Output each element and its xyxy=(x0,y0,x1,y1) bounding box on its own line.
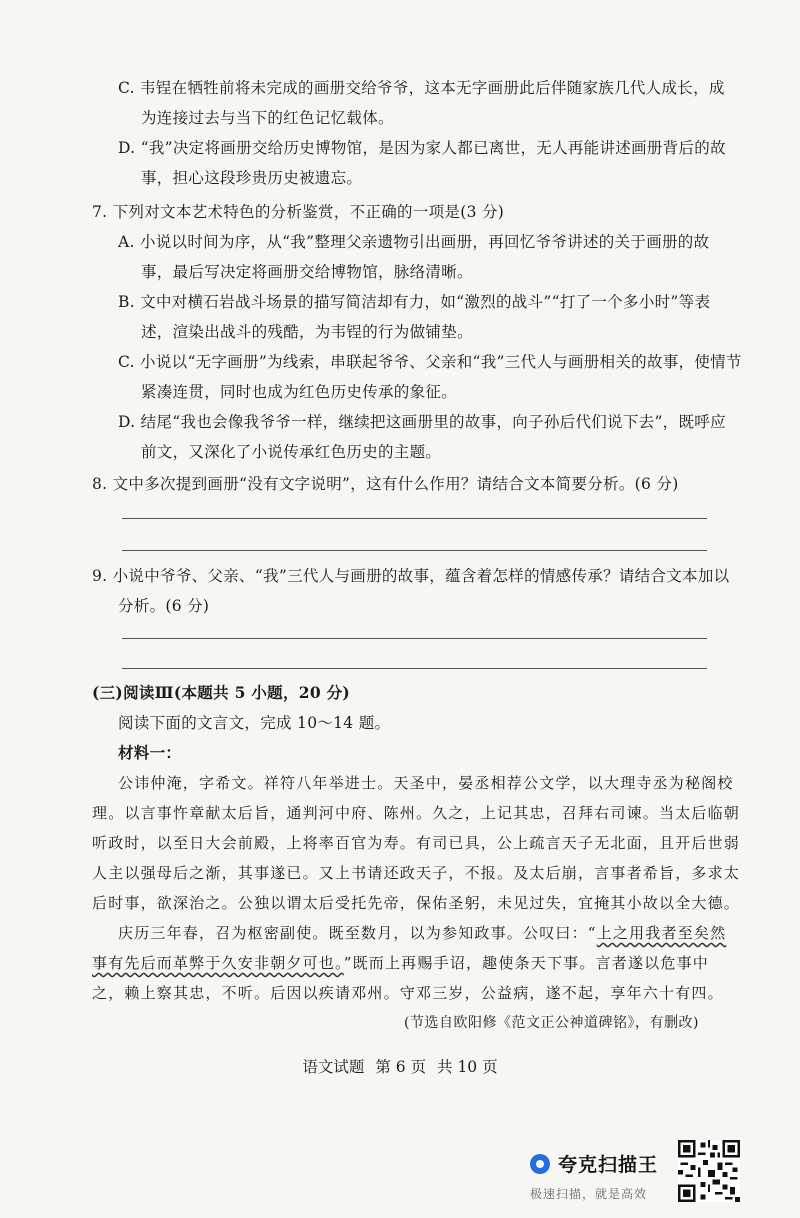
material-1-label: 材料一： xyxy=(118,743,182,762)
underlined-sentence: 事有先后而革弊于久安非朝夕可也。 xyxy=(92,954,344,972)
quark-logo-icon xyxy=(530,1154,550,1174)
question-9-line-2: 分析。(6 分) xyxy=(118,597,210,615)
q7-option-a-line-2: 事，最后写决定将画册交给博物馆，脉络清晰。 xyxy=(141,263,473,281)
passage-text: 庆历三年春，召为枢密副使。既至数月，以为参知政事。公叹曰：“ xyxy=(118,924,597,942)
passage-source: (节选自欧阳修《范文正公神道碑铭》，有删改) xyxy=(404,1015,699,1031)
option-c-line-2: 为连接过去与当下的红色记忆载体。 xyxy=(141,109,394,127)
scanner-watermark xyxy=(530,1150,670,1202)
answer-line[interactable] xyxy=(122,518,707,519)
q7-option-c-line-2: 紧凑连贯，同时也成为红色历史传承的象征。 xyxy=(141,383,458,401)
option-c-line-1: C. 韦锃在牺牲前将未完成的画册交给爷爷，这本无字画册此后伴随家族几代人成长，成 xyxy=(118,79,725,97)
option-d-line-1: D. “我”决定将画册交给历史博物馆，是因为家人都已离世，无人再能讲述画册背后的故 xyxy=(118,139,726,157)
brand-slogan: 极速扫描，就是高效 xyxy=(530,1187,648,1201)
question-9-line-1: 9. 小说中爷爷、父亲、“我”三代人与画册的故事，蕴含着怎样的情感传承？请结合文本加以 xyxy=(92,567,730,585)
passage-line: 理。以言事忤章献太后旨，通判河中府、陈州。久之，上记其忠，召拜右司谏。当太后临朝 xyxy=(92,804,741,822)
qr-code-icon xyxy=(678,1140,740,1202)
footer-page: 第 6 页 xyxy=(375,1058,427,1076)
question-8: 8. 文中多次提到画册“没有文字说明”，这有什么作用？请结合文本简要分析。(6 分) xyxy=(92,475,679,493)
q7-option-a-line-1: A. 小说以时间为序，从“我”整理父亲遗物引出画册，再回忆爷爷讲述的关于画册的故 xyxy=(118,233,710,251)
passage-line: 听政时，以至日大会前殿，上将率百官为寿。有司已具，公上疏言天子无北面，且开后世弱 xyxy=(92,834,741,852)
q7-option-d-line-1: D. 结尾“我也会像我爷爷一样，继续把这画册里的故事，向子孙后代们说下去”，既呼应 xyxy=(118,413,726,431)
answer-line[interactable] xyxy=(122,550,707,551)
q7-option-b-line-2: 述，渲染出战斗的残酷，为韦锃的行为做铺垫。 xyxy=(141,323,473,341)
option-d-line-2: 事，担心这段珍贵历史被遗忘。 xyxy=(141,169,363,187)
question-7: 7. 下列对文本艺术特色的分析鉴赏，不正确的一项是(3 分) xyxy=(92,203,505,221)
passage-line: 后时事，欲深治之。公独以谓太后受托先帝，保佑圣躬，未见过失，宜掩其小故以全大德。 xyxy=(92,894,741,912)
q7-option-d-line-2: 前文，又深化了小说传承红色历史的主题。 xyxy=(141,443,442,461)
q7-option-c-line-1: C. 小说以“无字画册”为线索，串联起爷爷、父亲和“我”三代人与画册相关的故事，使情节 xyxy=(118,353,742,371)
underlined-sentence: 上之用我者至矣然 xyxy=(596,924,727,942)
footer-total: 共 10 页 xyxy=(437,1058,498,1076)
passage-line: 公讳仲淹，字希文。祥符八年举进士。天圣中，晏丞相荐公文学，以大理寺丞为秘阁校 xyxy=(118,774,734,792)
footer-subject: 语文试题 xyxy=(302,1058,365,1076)
answer-line[interactable] xyxy=(122,638,707,639)
section-3-heading: (三)阅读Ⅲ(本题共 5 小题，20 分) xyxy=(92,683,351,702)
passage-text: ”既而上再赐手诏，趣使条天下事。言者遂以危事中 xyxy=(343,954,709,972)
passage-line xyxy=(92,953,709,973)
page-footer xyxy=(0,1055,800,1077)
reading-instruction: 阅读下面的文言文，完成 10～14 题。 xyxy=(118,714,391,732)
passage-line xyxy=(118,923,726,943)
passage-line: 人主以强母后之渐，其事遂已。又上书请还政天子，不报。及太后崩，言事者希旨，多求太 xyxy=(92,864,741,882)
passage-line: 之，赖上察其忠，不听。后因以疾请邓州。守邓三岁，公益病，遂不起，享年六十有四。 xyxy=(92,984,724,1002)
q7-option-b-line-1: B. 文中对横石岩战斗场景的描写简洁却有力，如“激烈的战斗”“打了一个多小时”等表 xyxy=(118,293,711,311)
answer-line[interactable] xyxy=(122,668,707,669)
brand-name: 夸克扫描王 xyxy=(558,1154,659,1176)
